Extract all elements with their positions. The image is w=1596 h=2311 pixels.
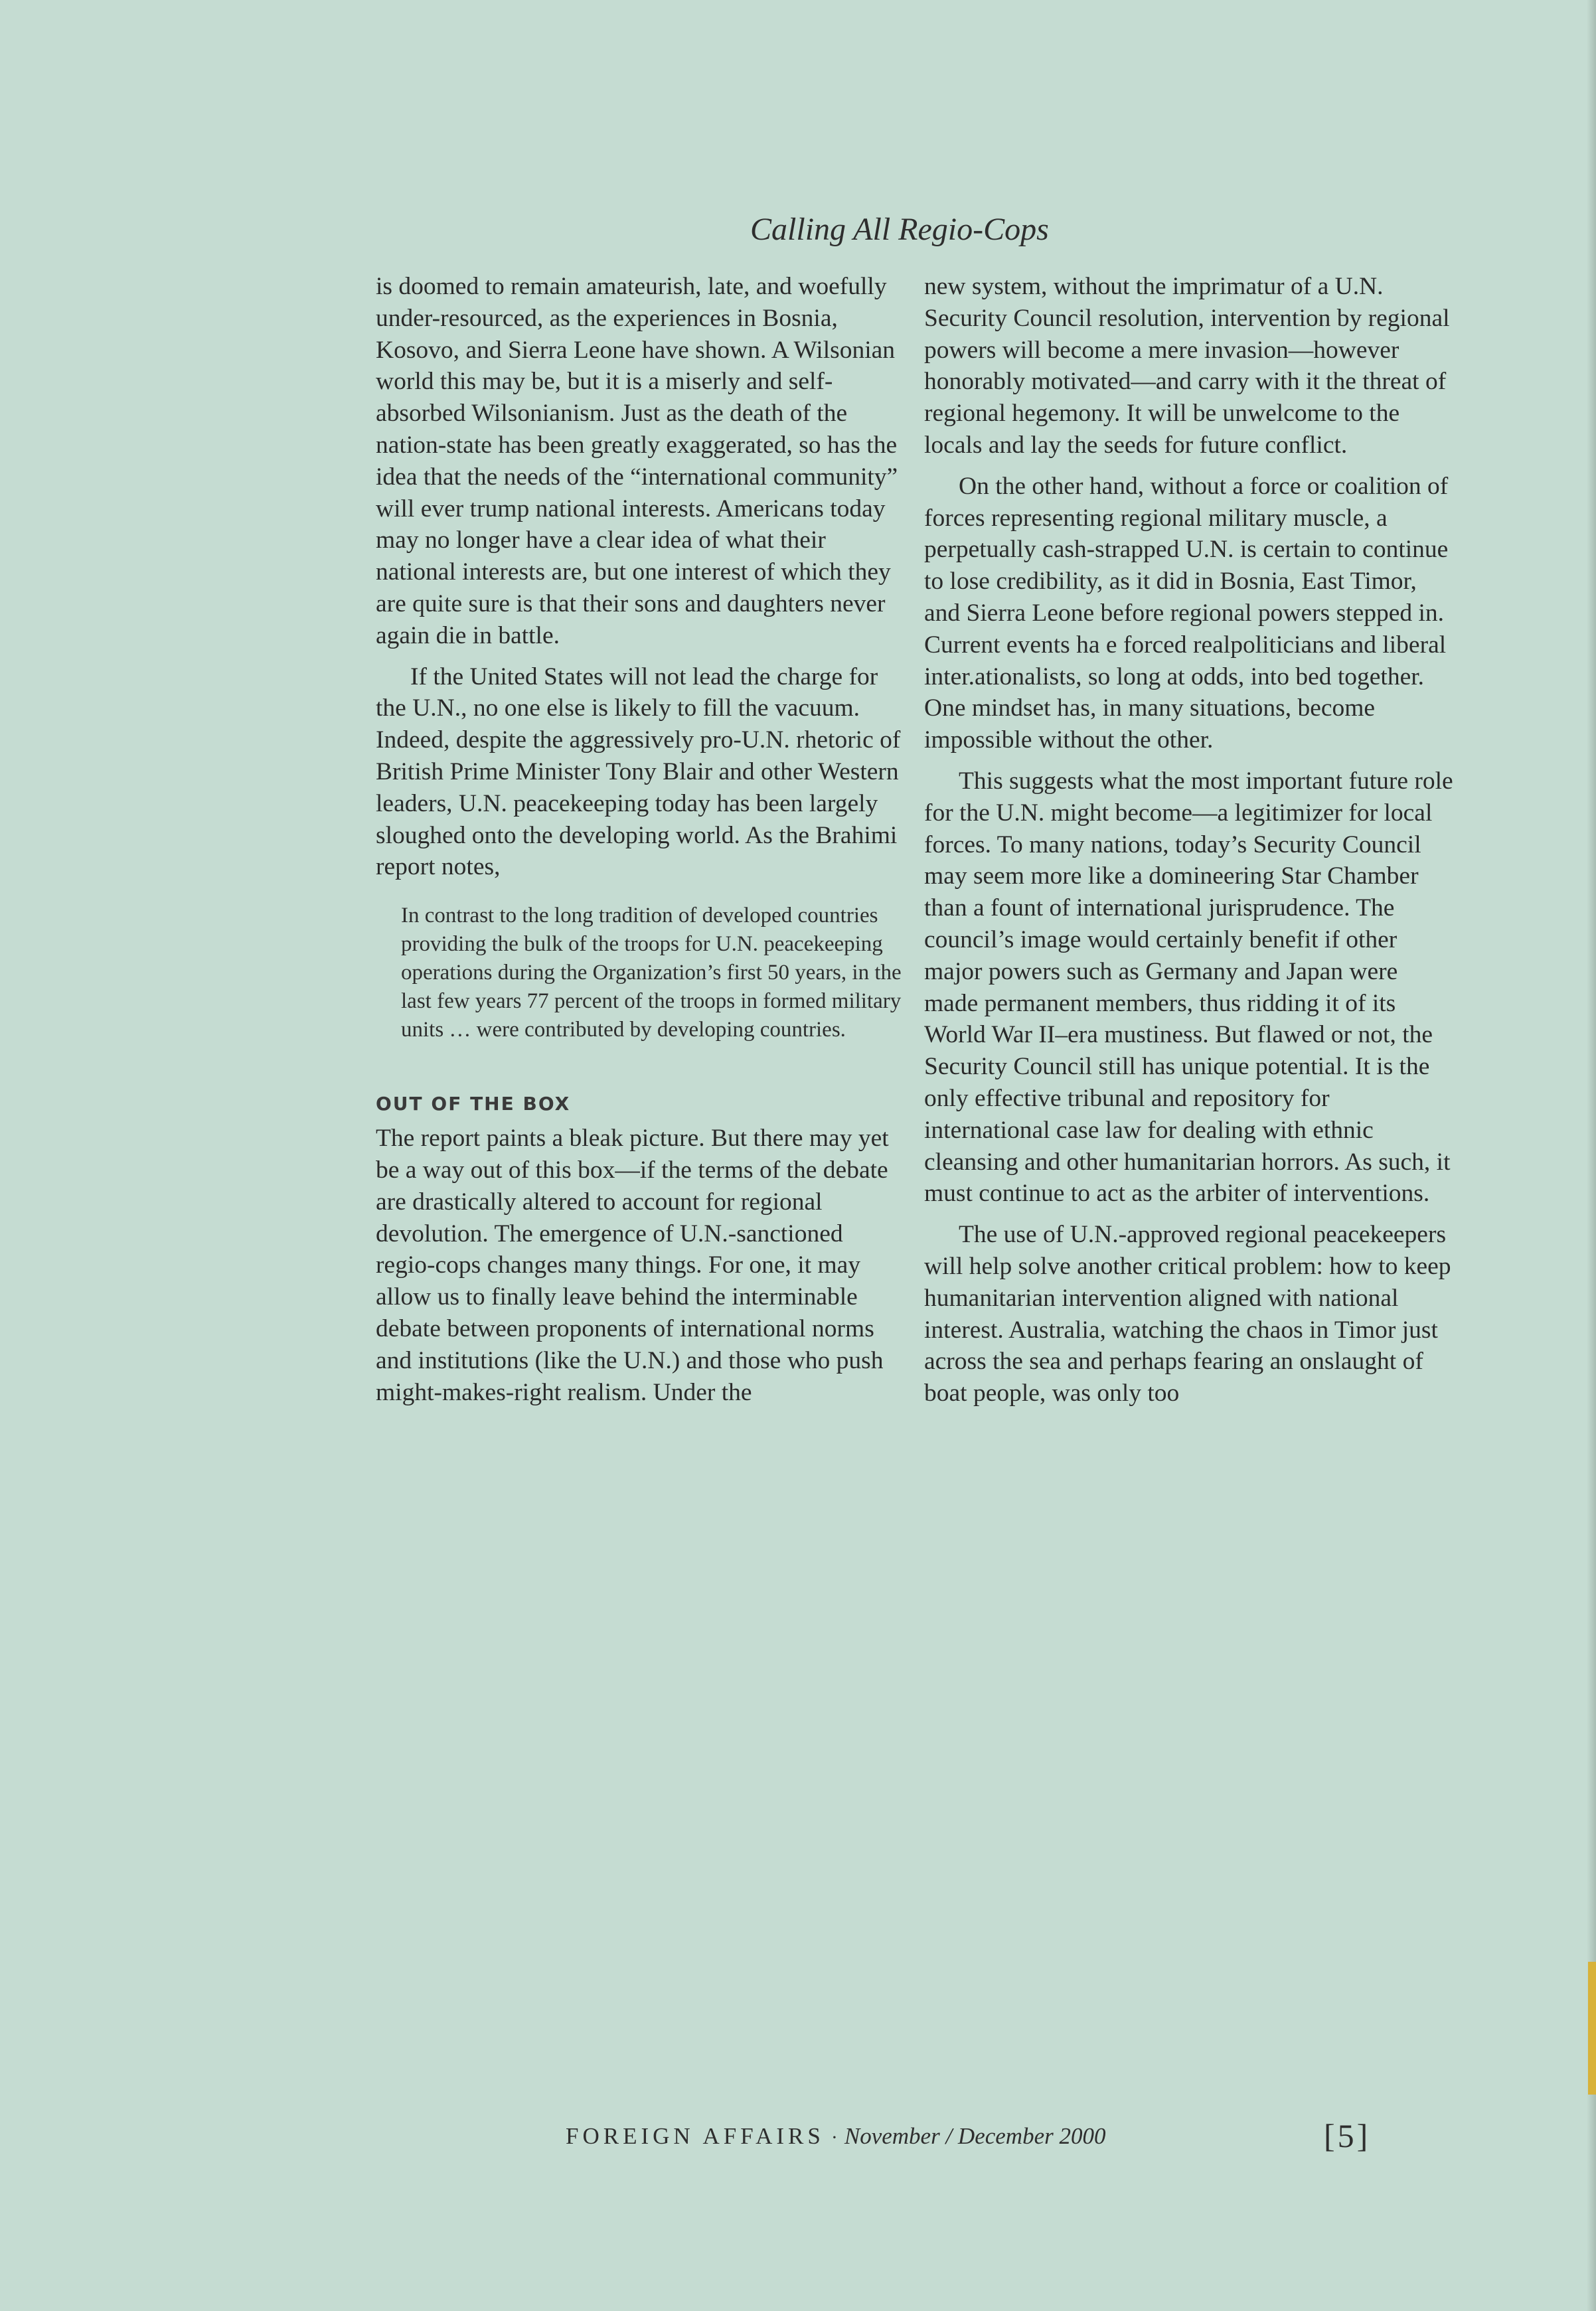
section-heading: OUT OF THE BOX — [376, 1093, 571, 1115]
paragraph: The use of U.N.-approved regional peacekeepers will help solve another critical problem: how to keep humanitarian intervention aligned with national interest. Australia, watching the chaos in Timor just across the sea and perhaps fearing an onslaught of boat people, was only too — [924, 1221, 1451, 1407]
block-quote: In contrast to the long tradition of developed countries providing the bulk of the troops for U.N. peacekeeping operations during the Organization’s first 50 years, in the last few years 77 percent of the troops in formed military units … were contributed by developing countries. — [401, 904, 902, 1042]
right-column — [924, 271, 1455, 1409]
journal-name: FOREIGN AFFAIRS — [566, 2123, 825, 2149]
footer-separator: · — [831, 2126, 838, 2148]
running-head: Calling All Regio-Cops — [750, 212, 1049, 247]
paragraph: This suggests what the most important future role for the U.N. might become—a legitimizer for local forces. To many nations, today’s Security Council may seem more like a domineering Star Chamber than a fount of international jurisprudence. The council’s image would certainly benefit if other major powers such as Germany and Japan were made permanent members, thus ridding it of its World War II–era mustiness. But flawed or not, the Security Council still has unique potential. It is the only effective tribunal and repository for international case law for dealing with ethnic cleansing and other humanitarian horrors. As such, it must continue to act as the arbiter of interventions. — [924, 767, 1453, 1208]
page-edge-tab — [1588, 1962, 1596, 2095]
issue-date: November / December 2000 — [844, 2123, 1106, 2149]
paragraph: On the other hand, without a force or coalition of forces representing regional military muscle, a perpetually cash-strapped U.N. is certain to continue to lose credibility, as it did in Bosnia, East Timor, and Sierra Leone before regional powers stepped in. Current events ha e forced realpoliticians and liberal inter.ationalists, so long at odds, into bed together. One mindset has, in many situations, become impossible without the other. — [924, 472, 1449, 754]
page-footer — [566, 2123, 1105, 2150]
paragraph: is doomed to remain amateurish, late, and woefully under-resourced, as the experiences in Bosnia, Kosovo, and Sierra Leone have shown. A Wilsonian world this may be, but it is a miserly and self-absorbed Wilsonianism. Just as the death of the nation-state has been greatly exaggerated, so has the idea that the needs of the “international community” will ever trump national interests. Americans today may no longer have a clear idea of what their national interests are, but one interest of which they are quite sure is that their sons and daughters never again die in battle. — [376, 273, 898, 649]
paragraph: new system, without the imprimatur of a U.N. Security Council resolution, intervention by regional powers will become a mere invasion—however honorably motivated—and carry with it the threat of regional hegemony. It will be unwelcome to the locals and lay the seeds for future conflict. — [924, 273, 1450, 459]
page-number: [5] — [1324, 2117, 1371, 2154]
paragraph: If the United States will not lead the charge for the U.N., no one else is likely to fill the vacuum. Indeed, despite the aggressively pro-U.N. rhetoric of British Prime Minister Tony Blair and other Western leaders, U.N. peacekeeping today has been largely sloughed onto the developing world. As the Brahimi report notes, — [376, 663, 901, 881]
paragraph: The report paints a bleak picture. But there may yet be a way out of this box—if the terms of the debate are drastically altered to account for regional devolution. The emergence of U.N.-sanctioned regio-cops changes many things. For one, it may allow us to finally leave behind the interminable debate between proponents of international norms and institutions (like the U.N.) and those who push might-makes-right realism. Under the — [376, 1125, 889, 1406]
left-column — [376, 271, 907, 1408]
